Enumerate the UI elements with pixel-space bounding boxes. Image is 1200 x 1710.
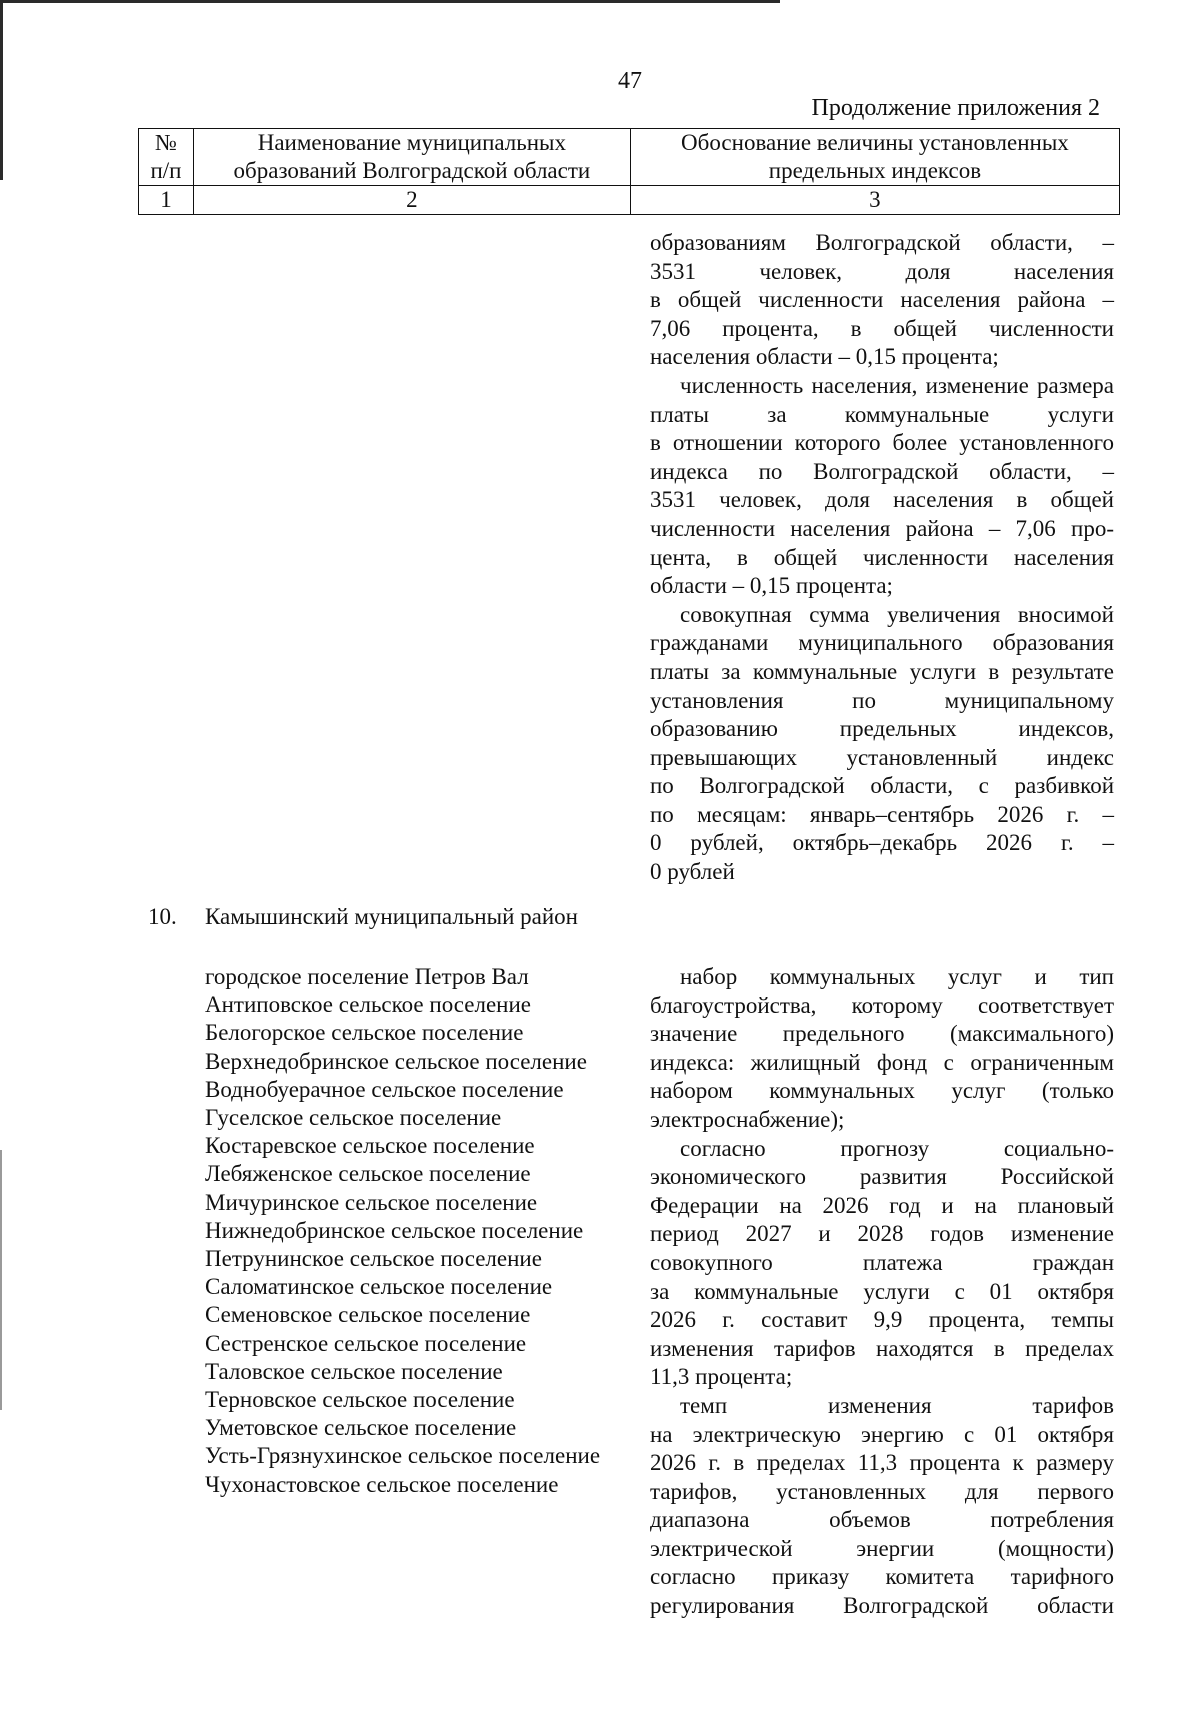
- text-line: тарифов, установленных для первого: [650, 1478, 1114, 1504]
- item-number: 10.: [148, 904, 177, 929]
- text-line: в общей численности населения района –: [650, 287, 1114, 313]
- settlement-item: городское поселение Петров Вал: [205, 964, 529, 989]
- text-line: благоустройства, которому соответствует: [650, 992, 1114, 1018]
- text-line: численности населения района – 7,06 про-: [650, 515, 1114, 541]
- text-line: электрической энергии (мощности): [650, 1535, 1114, 1561]
- settlement-list: [205, 963, 600, 1499]
- text-line: 2026 г. в пределах 11,3 процента к размеру: [650, 1450, 1114, 1476]
- text-line: темп изменения тарифов: [680, 1392, 1114, 1418]
- text-line: 2026 г. составит 9,9 процента, темпы: [650, 1307, 1114, 1333]
- header-col-name-line: Наименование муниципальных: [257, 130, 567, 155]
- text-line: индекса: жилищный фонд с ограниченным: [650, 1049, 1114, 1075]
- text-line: образованию предельных индексов,: [650, 716, 1114, 742]
- header-col-number-line: п/п: [150, 158, 182, 183]
- text-line: 11,3 процента;: [650, 1364, 793, 1390]
- text-line: установления по муниципальному: [650, 687, 1114, 713]
- settlement-item: Костаревское сельское поселение: [205, 1133, 535, 1159]
- text-line: платы за коммунальные услуги в результате: [650, 658, 1114, 684]
- settlement-item: Уметовское сельское поселение: [205, 1415, 517, 1441]
- header-col-number: [139, 129, 194, 186]
- column-index: 3: [630, 186, 1119, 215]
- settlement-item: Лебяженское сельское поселение: [205, 1161, 531, 1187]
- text-line: превышающих установленный индекс: [650, 744, 1114, 770]
- text-line: на электрическую энергию с 01 октября: [650, 1421, 1114, 1447]
- text-line: диапазона объемов потребления: [650, 1507, 1114, 1533]
- settlement-item: Семеновское сельское поселение: [205, 1302, 531, 1328]
- text-line: изменения тарифов находятся в пределах: [650, 1335, 1114, 1361]
- text-line: 0 рублей, октябрь–декабрь 2026 г. –: [650, 830, 1114, 856]
- text-line: 3531 человек, доля населения: [650, 258, 1114, 284]
- header-row: [139, 129, 1120, 186]
- settlement-item: Воднобуерачное сельское поселение: [205, 1076, 564, 1102]
- settlement-item: Мичуринское сельское поселение: [205, 1189, 538, 1215]
- text-line: период 2027 и 2028 годов изменение: [650, 1221, 1114, 1247]
- scan-edge-top: [0, 0, 780, 3]
- settlement-item: Антиповское сельское поселение: [205, 992, 531, 1018]
- text-line: совокупного платежа граждан: [650, 1249, 1114, 1275]
- header-col-justification: [630, 129, 1119, 186]
- header-col-name-line: образований Волгоградской области: [233, 158, 591, 183]
- text-line: экономического развития Российской: [650, 1164, 1114, 1190]
- column-index-row: [139, 186, 1120, 215]
- header-table: [138, 128, 1120, 215]
- column-index: 1: [139, 186, 194, 215]
- scan-edge-left-lower: [0, 1150, 2, 1410]
- text-line: набором коммунальных услуг (только: [650, 1078, 1114, 1104]
- header-col-number-line: №: [154, 130, 177, 155]
- settlement-item: Усть-Грязнухинское сельское поселение: [205, 1443, 601, 1469]
- text-line: образованиям Волгоградской области, –: [650, 230, 1114, 255]
- settlement-item: Саломатинское сельское поселение: [205, 1274, 553, 1300]
- text-line: численность населения, изменение размера: [680, 372, 1114, 398]
- text-line: совокупная сумма увеличения вносимой: [680, 601, 1114, 627]
- text-line: согласно приказу комитета тарифного: [650, 1564, 1114, 1590]
- text-line: индекса по Волгоградской области, –: [650, 458, 1114, 484]
- text-line: согласно прогнозу социально-: [680, 1135, 1114, 1161]
- text-line: населения области – 0,15 процента;: [650, 344, 999, 370]
- text-line: 7,06 процента, в общей численности: [650, 315, 1114, 341]
- text-line: цента, в общей численности населения: [650, 544, 1114, 570]
- text-line: платы за коммунальные услуги: [650, 401, 1114, 427]
- text-line: по месяцам: январь–сентябрь 2026 г. –: [650, 801, 1114, 827]
- settlement-item: Петрунинское сельское поселение: [205, 1246, 542, 1272]
- text-line: области – 0,15 процента;: [650, 573, 893, 599]
- justification-text-bottom: [650, 963, 1114, 1621]
- settlement-item: Чухонастовское сельское поселение: [205, 1471, 559, 1497]
- text-line: регулирования Волгоградской области: [650, 1593, 1114, 1619]
- text-line: 3531 человек, доля населения в общей: [650, 487, 1114, 513]
- page-number: 47: [618, 68, 642, 94]
- settlement-item: Гуселское сельское поселение: [205, 1105, 502, 1131]
- text-line: по Волгоградской области, с разбивкой: [650, 773, 1114, 799]
- header-col-justification-line: Обоснование величины установленных: [681, 130, 1069, 155]
- column-index: 2: [193, 186, 630, 215]
- text-line: 0 рублей: [650, 859, 735, 885]
- settlement-item: Терновское сельское поселение: [205, 1387, 515, 1413]
- text-line: набор коммунальных услуг и тип: [680, 964, 1114, 989]
- text-line: значение предельного (максимального): [650, 1021, 1114, 1047]
- text-line: гражданами муниципального образования: [650, 630, 1114, 656]
- text-line: электроснабжение);: [650, 1106, 845, 1132]
- settlement-item: Верхнедобринское сельское поселение: [205, 1048, 587, 1074]
- text-line: Федерации на 2026 год и на плановый: [650, 1192, 1114, 1218]
- justification-text-top: [650, 229, 1114, 887]
- header-col-name: [193, 129, 630, 186]
- header-col-justification-line: предельных индексов: [768, 158, 982, 183]
- settlement-item: Белогорское сельское поселение: [205, 1020, 524, 1046]
- settlement-item: Сестренское сельское поселение: [205, 1330, 527, 1356]
- text-line: за коммунальные услуги с 01 октября: [650, 1278, 1114, 1304]
- settlement-item: Таловское сельское поселение: [205, 1358, 503, 1384]
- district-name: Камышинский муниципальный район: [205, 904, 578, 929]
- continuation-label: Продолжение приложения 2: [811, 95, 1100, 121]
- settlement-item: Нижнедобринское сельское поселение: [205, 1217, 584, 1243]
- text-line: в отношении которого более установленного: [650, 430, 1114, 456]
